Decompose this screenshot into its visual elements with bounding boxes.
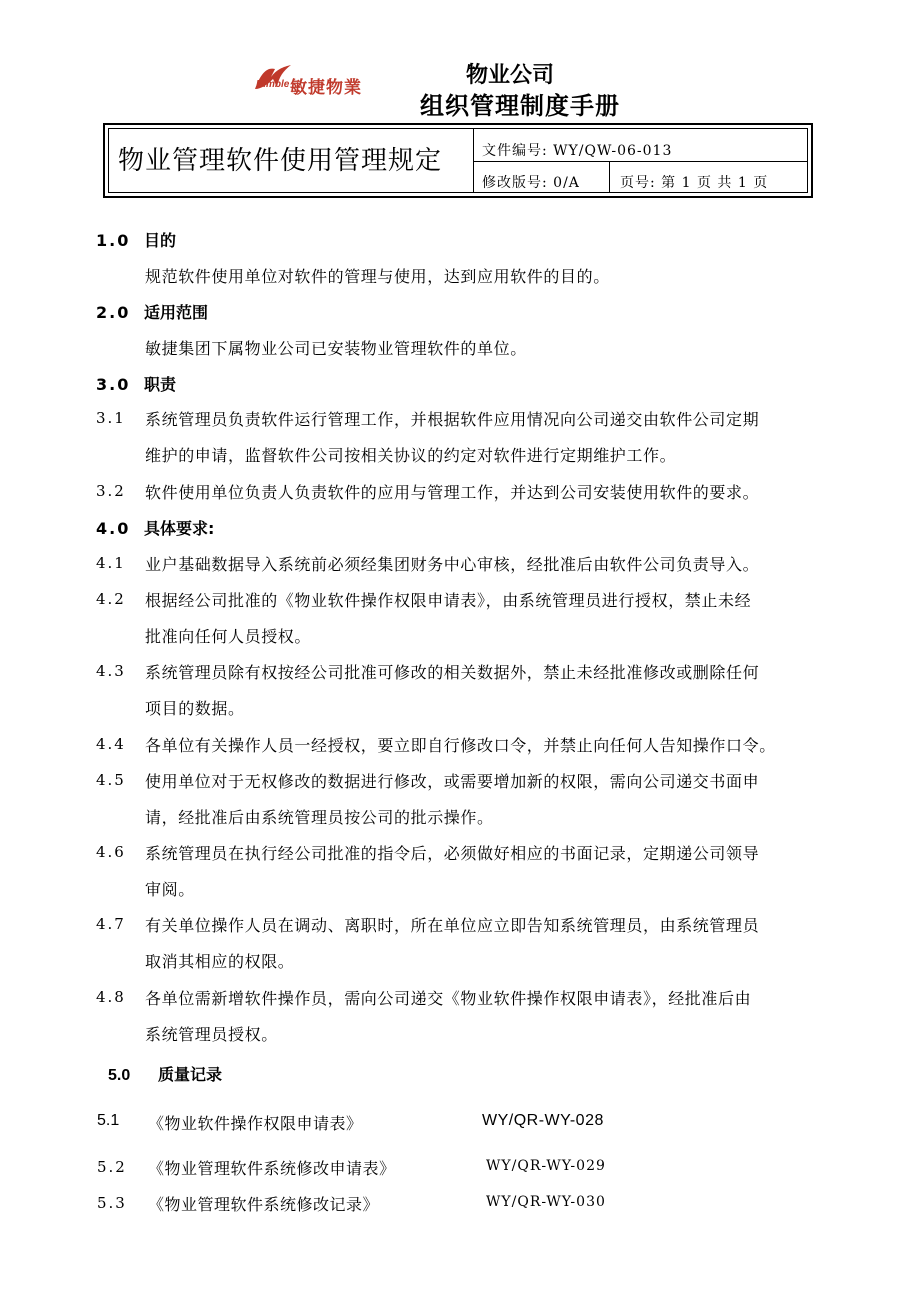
item-text: 各单位有关操作人员一经授权，要立即自行修改口令，并禁止向任何人告知操作口令。 <box>145 736 776 755</box>
record-number: 5.1 <box>97 1112 120 1129</box>
item-number: 4.2 <box>96 590 126 608</box>
section-heading <box>108 1062 222 1085</box>
item-text: 项目的数据。 <box>145 699 245 718</box>
item-text: 各单位需新增软件操作员，需向公司递交《物业软件操作权限申请表》，经批准后由 <box>145 989 752 1008</box>
item-number: 4.6 <box>96 843 126 861</box>
section-number: 5.0 <box>108 1067 131 1084</box>
section-heading <box>96 228 176 251</box>
section-number: 2.0 <box>96 303 131 322</box>
company-name: 物业公司 <box>465 63 554 88</box>
item-number: 3.1 <box>96 409 126 427</box>
section-title: 职责 <box>144 375 177 394</box>
page-number: 页号: 第 1 页 共 1 页 <box>620 175 769 191</box>
section-number: 1.0 <box>96 231 131 250</box>
item-text: 根据经公司批准的《物业软件操作权限申请表》，由系统管理员进行授权，禁止未经 <box>145 591 752 610</box>
item-text: 软件使用单位负责人负责软件的应用与管理工作，并达到公司安装使用软件的要求。 <box>145 483 760 502</box>
section-heading <box>96 516 214 539</box>
document-title: 物业管理软件使用管理规定 <box>118 146 443 176</box>
record-number: 5.2 <box>97 1158 127 1176</box>
item-number: 4.8 <box>96 988 126 1006</box>
paragraph: 敏捷集团下属物业公司已安装物业管理软件的单位。 <box>145 339 527 358</box>
record-title: 《物业管理软件系统修改记录》 <box>148 1195 380 1214</box>
section-title: 目的 <box>144 231 177 250</box>
item-text: 有关单位操作人员在调动、离职时，所在单位应立即告知系统管理员，由系统管理员 <box>145 916 760 935</box>
revision-number: 修改版号: 0/A <box>482 175 580 191</box>
manual-title: 组织管理制度手册 <box>420 92 620 120</box>
section-title: 适用范围 <box>144 303 209 322</box>
section-title: 具体要求: <box>144 519 215 538</box>
section-number: 3.0 <box>96 375 131 394</box>
item-text: 审阅。 <box>145 880 195 899</box>
item-number: 3.2 <box>96 482 126 500</box>
item-text: 系统管理员授权。 <box>145 1025 278 1044</box>
logo-nimble-text: Nimble <box>256 79 290 90</box>
item-text: 业户基础数据导入系统前必须经集团财务中心审核，经批准后由软件公司负责导入。 <box>145 555 760 574</box>
item-text: 维护的申请，监督软件公司按相关协议的约定对软件进行定期维护工作。 <box>145 446 677 465</box>
item-text: 使用单位对于无权修改的数据进行修改，或需要增加新的权限，需向公司递交书面申 <box>145 772 760 791</box>
record-code: WY/QR-WY-030 <box>486 1194 606 1210</box>
item-number: 4.1 <box>96 554 126 572</box>
section-title: 质量记录 <box>158 1067 223 1084</box>
logo-chinese-text: 敏捷物業 <box>290 78 362 98</box>
item-text: 取消其相应的权限。 <box>145 952 295 971</box>
record-title: 《物业软件操作权限申请表》 <box>148 1114 363 1133</box>
header-divider <box>473 161 808 162</box>
item-number: 4.5 <box>96 771 126 789</box>
company-logo <box>253 63 368 97</box>
header-divider <box>609 161 610 193</box>
item-number: 4.7 <box>96 915 126 933</box>
item-text: 系统管理员在执行经公司批准的指令后，必须做好相应的书面记录，定期递公司领导 <box>145 844 760 863</box>
record-title: 《物业管理软件系统修改申请表》 <box>148 1159 396 1178</box>
section-number: 4.0 <box>96 519 131 538</box>
item-text: 系统管理员除有权按经公司批准可修改的相关数据外，禁止未经批准修改或删除任何 <box>145 663 760 682</box>
section-heading <box>96 372 176 395</box>
record-code: WY/QR-WY-029 <box>486 1158 606 1174</box>
item-number: 4.4 <box>96 735 126 753</box>
item-text: 系统管理员负责软件运行管理工作，并根据软件应用情况向公司递交由软件公司定期 <box>145 410 760 429</box>
section-heading <box>96 300 208 323</box>
record-number: 5.3 <box>97 1194 127 1212</box>
item-text: 批准向任何人员授权。 <box>145 627 312 646</box>
file-number: 文件编号: WY/QW-06-013 <box>482 143 673 159</box>
item-text: 请，经批准后由系统管理员按公司的批示操作。 <box>145 808 494 827</box>
record-code: WY/QR-WY-028 <box>482 1112 604 1129</box>
item-number: 4.3 <box>96 662 126 680</box>
paragraph: 规范软件使用单位对软件的管理与使用，达到应用软件的目的。 <box>145 267 610 286</box>
